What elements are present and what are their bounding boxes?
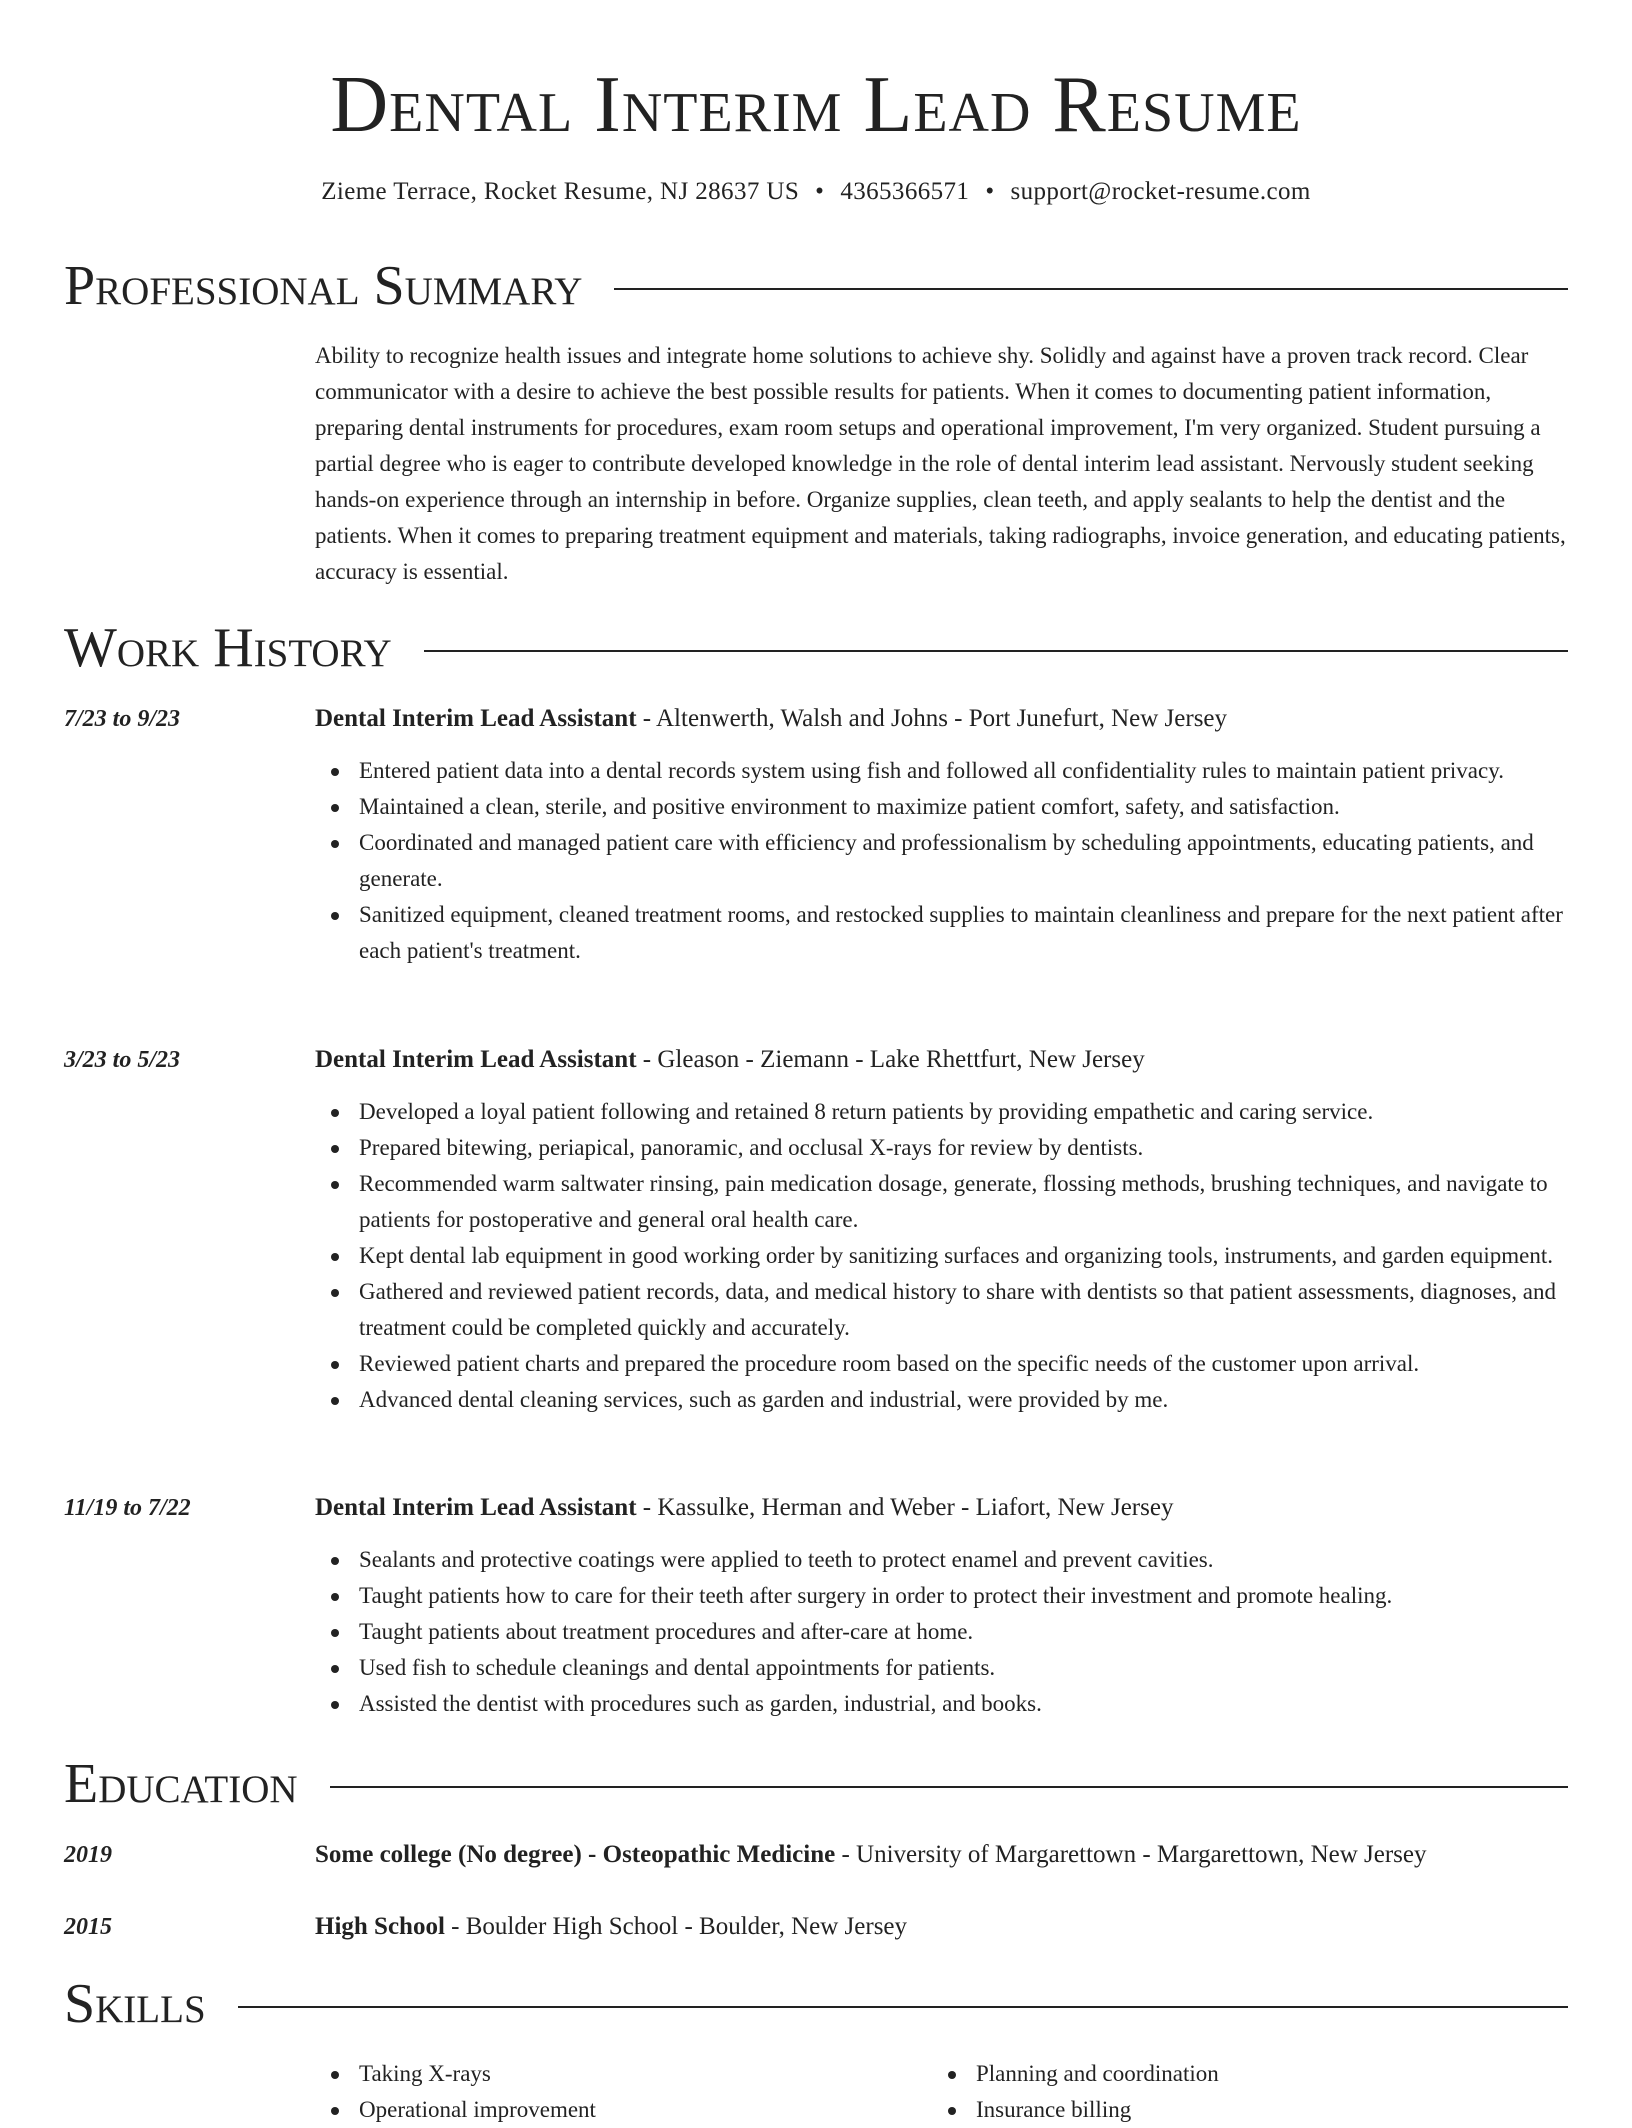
job-bullet: Gathered and reviewed patient records, data, and medical history to share with dentists so that patient assessments, diagnoses, and treatment could be completed quickly and accurately. — [315, 1274, 1568, 1346]
job-title: Dental Interim Lead Assistant — [315, 1494, 637, 1521]
education-school: - Boulder High School - Boulder, New Jersey — [444, 1913, 908, 1940]
education-line — [315, 1838, 1427, 1872]
education-year: 2019 — [64, 1842, 112, 1868]
job-header — [64, 1491, 1568, 1525]
job-dates: 3/23 to 5/23 — [64, 1047, 181, 1073]
job-bullet: Recommended warm saltwater rinsing, pain medication dosage, generate, flossing methods, brushing techniques, and navigate to patients for postoperative and general oral health care. — [315, 1166, 1568, 1238]
skills-list — [315, 2056, 1568, 2128]
work-section-header — [64, 617, 1568, 679]
job-dates: 7/23 to 9/23 — [64, 706, 181, 732]
job-entry — [64, 702, 1568, 969]
education-year: 2015 — [64, 1914, 112, 1940]
education-line — [315, 1910, 907, 1944]
skills-column-left — [315, 2056, 932, 2128]
job-bullet: Advanced dental cleaning services, such as garden and industrial, were provided by me. — [315, 1382, 1568, 1418]
education-entry — [64, 1910, 1568, 1944]
skills-section-header — [64, 1973, 1568, 2035]
section-divider — [614, 288, 1568, 290]
job-bullet: Entered patient data into a dental records system using fish and followed all confidentiality rules to maintain patient privacy. — [315, 753, 1568, 789]
section-divider — [238, 2006, 1568, 2008]
section-divider — [424, 650, 1568, 652]
job-entry — [64, 1043, 1568, 1418]
job-title-line — [315, 1043, 1145, 1077]
job-bullet: Taught patients about treatment procedures and after-care at home. — [315, 1614, 1568, 1650]
summary-text: Ability to recognize health issues and integrate home solutions to achieve shy. Solidly and against have a proven track record. Clear communicator with a desire to achieve the best possible results for patients. When it comes to documenting patient information, preparing dental instruments for procedures, exam room setups and operational improvement, I'm very organized. Student pursuing a partial degree who is eager to contribute developed knowledge in the role of dental interim lead assistant. Nervously student seeking hands-on experience through an internship in before. Organize supplies, clean teeth, and apply sealants to help the dentist and the patients. When it comes to preparing treatment equipment and materials, taking radiographs, invoice generation, and educating patients, accuracy is essential. — [315, 343, 1566, 584]
job-bullet: Coordinated and managed patient care with efficiency and professionalism by scheduling appointments, educating patients, and generate. — [315, 825, 1568, 897]
job-bullet: Taught patients how to care for their teeth after surgery in order to protect their investment and promote healing. — [315, 1578, 1568, 1614]
job-employer: - Altenwerth, Walsh and Johns - Port Junefurt, New Jersey — [636, 705, 1228, 732]
summary-heading: Professional Summary — [64, 255, 583, 317]
contact-address: Zieme Terrace, Rocket Resume, NJ 28637 US — [321, 178, 800, 205]
skill-item: Insurance billing — [932, 2092, 1549, 2128]
skills-heading: Skills — [64, 1973, 206, 2035]
section-divider — [330, 1786, 1568, 1788]
skill-item: Taking X-rays — [315, 2056, 932, 2092]
work-heading: Work History — [64, 617, 392, 679]
job-bullet: Kept dental lab equipment in good working order by sanitizing surfaces and organizing tools, instruments, and garden equipment. — [315, 1238, 1568, 1274]
education-entry — [64, 1838, 1568, 1872]
job-title-line — [315, 1491, 1173, 1525]
job-bullets — [315, 1542, 1568, 1722]
job-bullet: Assisted the dentist with procedures such as garden, industrial, and books. — [315, 1686, 1568, 1722]
skill-item: Planning and coordination — [932, 2056, 1549, 2092]
education-section-header — [64, 1753, 1568, 1815]
education-row — [64, 1838, 1568, 1872]
contact-line — [0, 178, 1632, 206]
skills-column-right — [932, 2056, 1549, 2128]
job-bullet: Prepared bitewing, periapical, panoramic, and occlusal X-rays for review by dentists. — [315, 1130, 1568, 1166]
contact-separator: • — [985, 178, 995, 205]
resume-name: Dental Interim Lead Resume — [330, 61, 1302, 149]
summary-section-header — [64, 255, 1568, 317]
job-header — [64, 702, 1568, 736]
job-title: Dental Interim Lead Assistant — [315, 1046, 637, 1073]
education-heading: Education — [64, 1753, 298, 1815]
job-entry — [64, 1491, 1568, 1722]
job-bullet: Reviewed patient charts and prepared the procedure room based on the specific needs of the customer upon arrival. — [315, 1346, 1568, 1382]
job-title: Dental Interim Lead Assistant — [315, 705, 637, 732]
education-row — [64, 1910, 1568, 1944]
job-bullets — [315, 1094, 1568, 1418]
job-employer: - Gleason - Ziemann - Lake Rhettfurt, New Jersey — [636, 1046, 1145, 1073]
job-bullet: Sanitized equipment, cleaned treatment rooms, and restocked supplies to maintain cleanliness and prepare for the next patient after each patient's treatment. — [315, 897, 1568, 969]
contact-phone: 4365366571 — [840, 178, 970, 205]
education-school: - University of Margarettown - Margarettown, New Jersey — [835, 1841, 1427, 1868]
job-bullet: Used fish to schedule cleanings and dental appointments for patients. — [315, 1650, 1568, 1686]
job-employer: - Kassulke, Herman and Weber - Liafort, New Jersey — [636, 1494, 1174, 1521]
skill-item: Operational improvement — [315, 2092, 932, 2128]
job-bullet: Developed a loyal patient following and retained 8 return patients by providing empathetic and caring service. — [315, 1094, 1568, 1130]
contact-email: support@rocket-resume.com — [1010, 178, 1311, 205]
education-degree: Some college (No degree) - Osteopathic Medicine — [315, 1841, 836, 1868]
education-degree: High School — [315, 1913, 445, 1940]
job-bullet: Sealants and protective coatings were applied to teeth to protect enamel and prevent cavities. — [315, 1542, 1568, 1578]
job-dates: 11/19 to 7/22 — [64, 1495, 191, 1521]
job-header — [64, 1043, 1568, 1077]
job-title-line — [315, 702, 1227, 736]
contact-separator: • — [815, 178, 825, 205]
job-bullets — [315, 753, 1568, 969]
job-bullet: Maintained a clean, sterile, and positive environment to maximize patient comfort, safety, and satisfaction. — [315, 789, 1568, 825]
